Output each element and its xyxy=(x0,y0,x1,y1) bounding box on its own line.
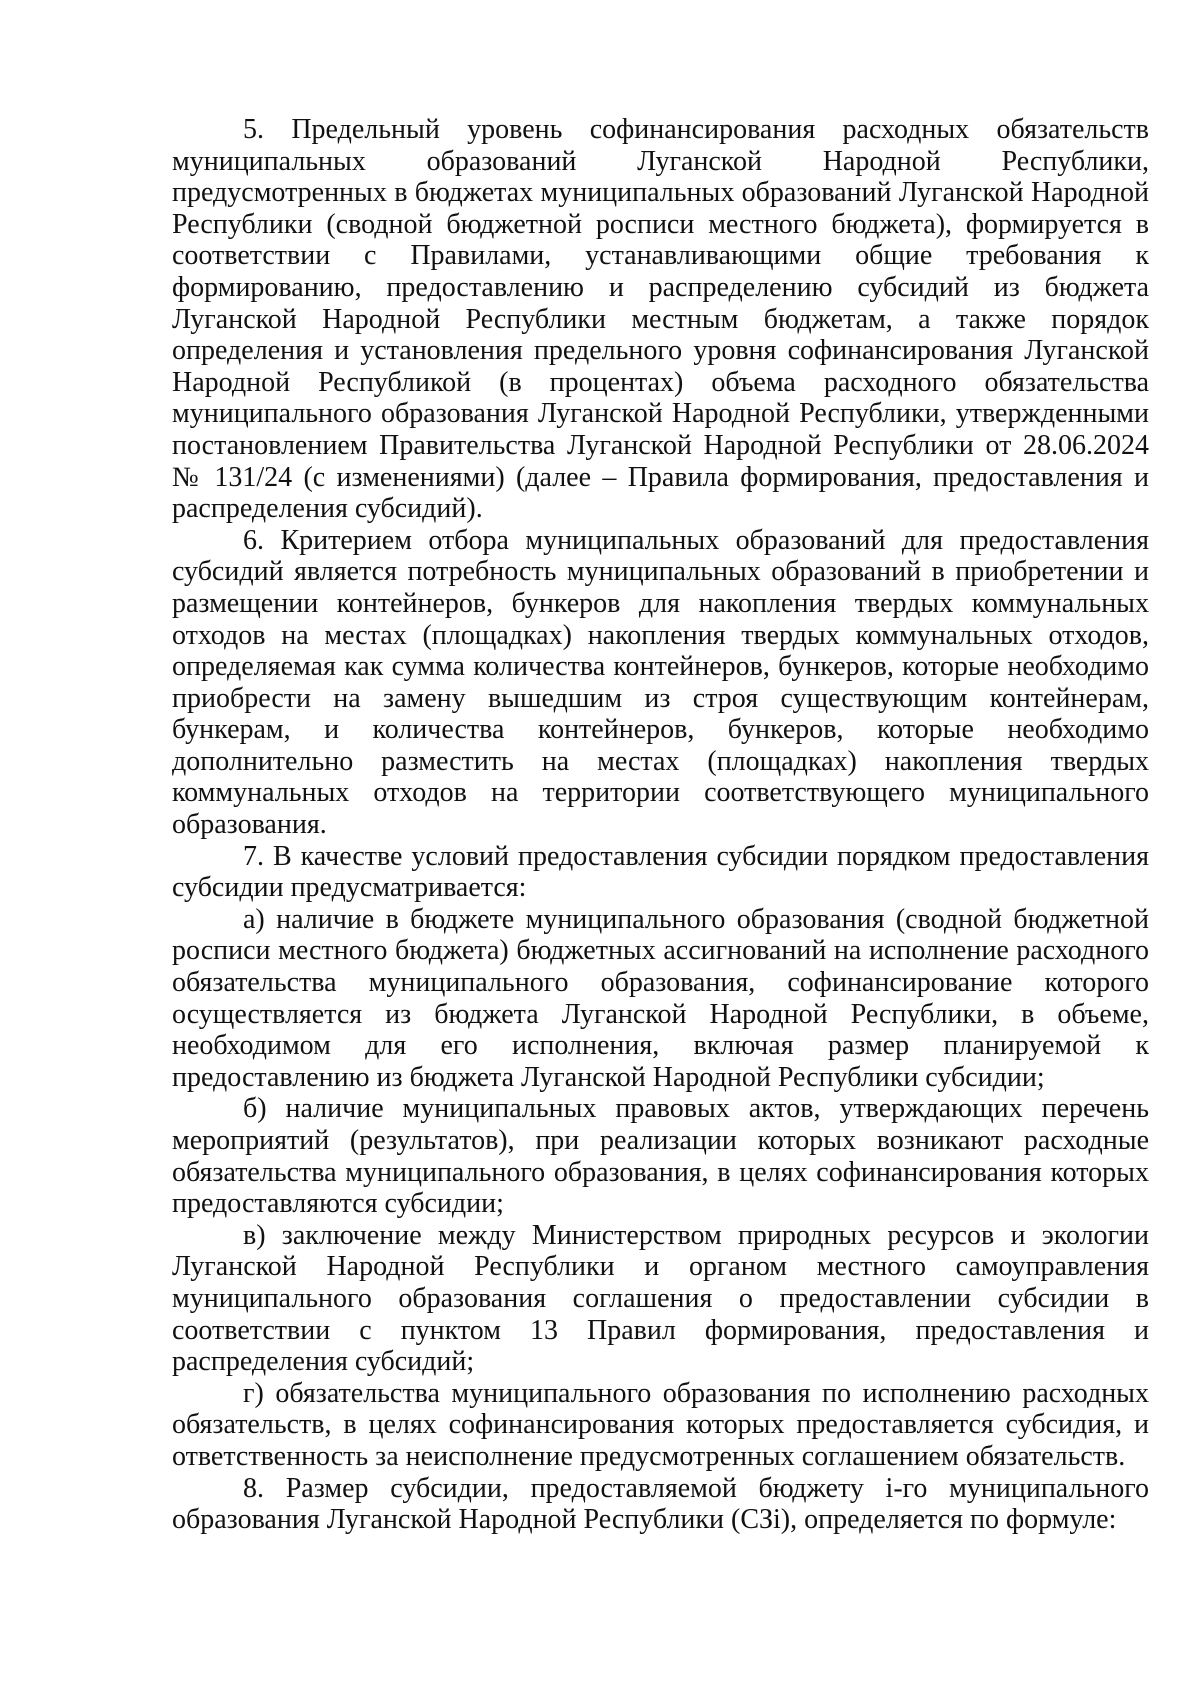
paragraph-7: 7. В качестве условий предоставления субсидии порядком предоставления субсидии предусматривается: xyxy=(172,840,1149,904)
paragraph-8: 8. Размер субсидии, предоставляемой бюджету i-го муниципального образования Луганской Народной Республики (СЗi), определяется по формуле: xyxy=(172,1472,1149,1536)
paragraph-7g: г) обязательства муниципального образования по исполнению расходных обязательств, в целях софинансирования которых предоставляется субсидия, и ответственность за неисполнение предусмотренных соглашением обязательств. xyxy=(172,1377,1149,1472)
paragraph-7b: б) наличие муниципальных правовых актов, утверждающих перечень мероприятий (результатов), при реализации которых возникают расходные обязательства муниципального образования, в целях софинансирования которых предоставляются субсидии; xyxy=(172,1093,1149,1220)
paragraph-5: 5. Предельный уровень софинансирования расходных обязательств муниципальных образований Луганской Народной Республики, предусмотренных в бюджетах муниципальных образований Луганской Народной Республики (сводной бюджетной росписи местного бюджета), формируется в соответствии с Правилами, устанавливающими общие требования к формированию, предоставлению и распределению субсидий из бюджета Луганской Народной Республики местным бюджетам, а также порядок определения и установления предельного уровня софинансирования Луганской Народной Республикой (в процентах) объема расходного обязательства муниципального образования Луганской Народной Республики, утвержденными постановлением Правительства Луганской Народной Республики от 28.06.2024 № 131/24 (с изменениями) (далее – Правила формирования, предоставления и распределения субсидий). xyxy=(172,114,1149,525)
paragraph-6: 6. Критерием отбора муниципальных образований для предоставления субсидий является потребность муниципальных образований в приобретении и размещении контейнеров, бункеров для накопления твердых коммунальных отходов на местах (площадках) накопления твердых коммунальных отходов, определяемая как сумма количества контейнеров, бункеров, которые необходимо приобрести на замену вышедшим из строя существующим контейнерам, бункерам, и количества контейнеров, бункеров, которые необходимо дополнительно разместить на местах (площадках) накопления твердых коммунальных отходов на территории соответствующего муниципального образования. xyxy=(172,524,1149,841)
paragraph-7v: в) заключение между Министерством природных ресурсов и экологии Луганской Народной Республики и органом местного самоуправления муниципального образования соглашения о предоставлении субсидии в соответствии с пунктом 13 Правил формирования, предоставления и распределения субсидий; xyxy=(172,1219,1149,1378)
paragraph-7a: а) наличие в бюджете муниципального образования (сводной бюджетной росписи местного бюджета) бюджетных ассигнований на исполнение расходного обязательства муниципального образования, софинансирование которого осуществляется из бюджета Луганской Народной Республики, в объеме, необходимом для его исполнения, включая размер планируемой к предоставлению из бюджета Луганской Народной Республики субсидии; xyxy=(172,903,1149,1093)
document-page xyxy=(172,114,1149,1536)
